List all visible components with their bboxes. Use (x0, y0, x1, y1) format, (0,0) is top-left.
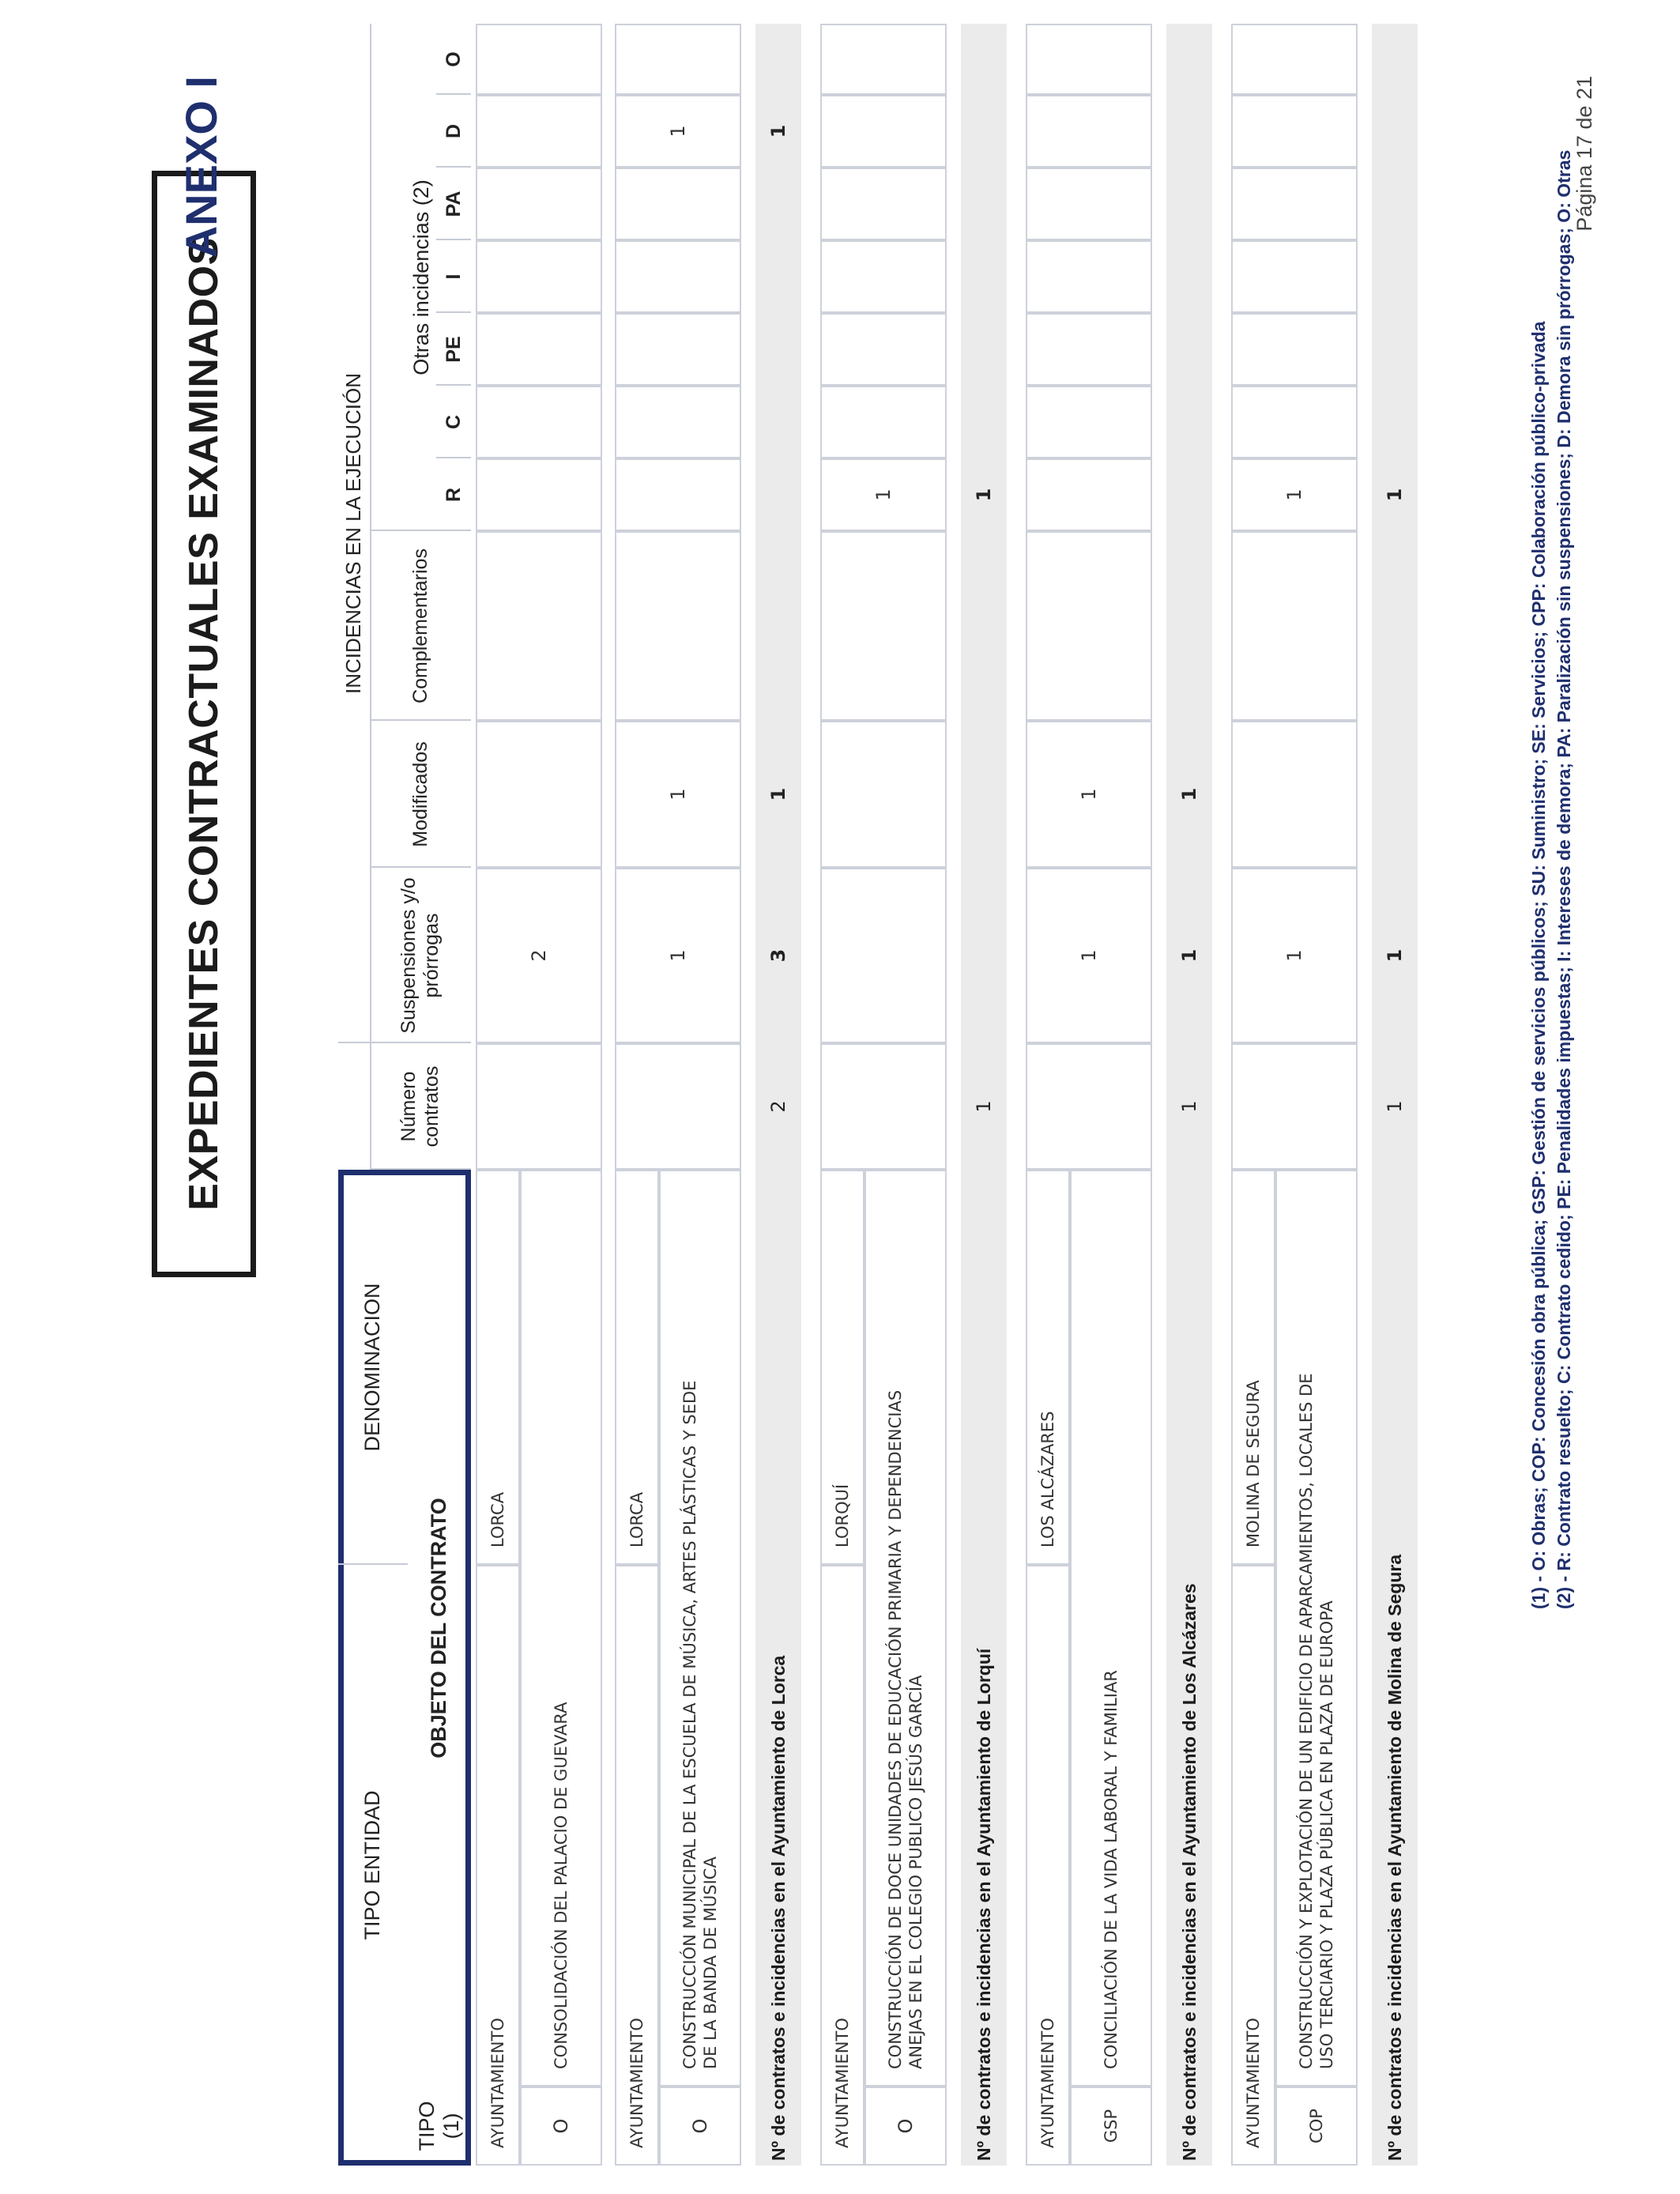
total-d: 1 (767, 124, 789, 138)
cell-tipo-entidad: AYUNTAMIENTO (820, 1565, 864, 2166)
cell-modificados: 1 (615, 721, 741, 868)
cell-pe (1026, 313, 1152, 386)
cell-tipo-entidad: AYUNTAMIENTO (1026, 1565, 1070, 2166)
total-i (1166, 240, 1212, 313)
total-pe (1372, 313, 1418, 386)
header-sub-c: C (442, 414, 465, 430)
header-divider (436, 457, 471, 458)
legend-incidents: (2) - R: Contrato resuelto; C: Contrato cedido; PE: Penalidades impuestas; I: Intereses de demora; PA: Paralización sin suspensiones; D: Demora sin prórrogas; O: Otras (1554, 149, 1574, 1609)
total-modificados (961, 721, 1007, 868)
cell-o (820, 24, 947, 95)
total-numero: 1 (973, 1100, 995, 1113)
cell-modificados (476, 721, 602, 868)
header-complementarios: Complementarios (409, 548, 431, 703)
cell-pa (615, 168, 741, 240)
cell-objeto: CONCILIACIÓN DE LA VIDA LABORAL Y FAMILIAR (1070, 1170, 1152, 2087)
cell-modificados (820, 721, 947, 868)
cell-numero (615, 1043, 741, 1170)
total-row (755, 24, 801, 2166)
cell-modificados (1231, 721, 1358, 868)
total-o (1372, 24, 1418, 95)
total-pe (961, 313, 1007, 386)
total-r (1166, 458, 1212, 531)
cell-pe (476, 313, 602, 386)
cell-i (820, 240, 947, 313)
annex-label: ANEXO I (176, 76, 226, 258)
cell-pe (1231, 313, 1358, 386)
total-i (755, 240, 801, 313)
cell-tipo: O (659, 2087, 741, 2166)
page-number: Página 17 de 21 (1573, 76, 1596, 232)
cell-numero (820, 1043, 947, 1170)
cell-d (476, 95, 602, 168)
total-o (961, 24, 1007, 95)
header-sub-pa: PA (442, 190, 465, 217)
cell-tipo: O (520, 2087, 602, 2166)
total-d (1372, 95, 1418, 168)
total-r: 1 (1384, 488, 1406, 502)
cell-objeto: CONSTRUCCIÓN DE DOCE UNIDADES DE EDUCACIÓN PRIMARIA Y DEPENDENCIAS ANEJAS EN EL COLEGIO PUBLICO JESÚS GARCÍA (864, 1170, 947, 2087)
cell-c (1231, 386, 1358, 458)
cell-c (820, 386, 947, 458)
cell-complementarios (615, 531, 741, 721)
header-sub-d: D (442, 123, 465, 139)
total-modificados (1372, 721, 1418, 868)
total-o (1166, 24, 1212, 95)
legend-contract-types: (1) - O: Obras; COP: Concesión obra pública; GSP: Gestión de servicios públicos; SU: Suministro; SE: Servicios; CPP: Colaboración público-privada (1528, 321, 1549, 1609)
total-c (1166, 386, 1212, 458)
total-numero: 1 (1384, 1100, 1406, 1113)
cell-tipo: GSP (1070, 2087, 1152, 2166)
table-row (1026, 24, 1152, 2166)
cell-suspensiones: 2 (476, 868, 602, 1043)
header-divider (338, 1042, 471, 1043)
total-modificados: 1 (1178, 787, 1200, 801)
header-tipo-entidad: TIPO ENTIDAD (360, 1790, 385, 1940)
cell-r: 1 (1231, 458, 1358, 531)
total-pa (961, 168, 1007, 240)
cell-r: 1 (820, 458, 947, 531)
cell-suspensiones (820, 868, 947, 1043)
cell-modificados: 1 (1026, 721, 1152, 868)
cell-denominacion: LOS ALCÁZARES (1026, 1170, 1070, 1565)
cell-suspensiones: 1 (1231, 868, 1358, 1043)
cell-pa (1231, 168, 1358, 240)
total-r: 1 (973, 488, 995, 502)
cell-numero (1231, 1043, 1358, 1170)
table-row (820, 24, 947, 2166)
cell-denominacion: LORQUÍ (820, 1170, 864, 1565)
total-complementarios (1372, 531, 1418, 721)
total-suspensiones: 3 (767, 948, 789, 963)
table-row (476, 24, 602, 2166)
total-modificados: 1 (767, 787, 789, 801)
cell-numero (1026, 1043, 1152, 1170)
total-numero: 1 (1178, 1100, 1200, 1113)
total-row (961, 24, 1007, 2166)
header-objeto: OBJETO DEL CONTRATO (427, 1498, 451, 1759)
cell-c (615, 386, 741, 458)
header-incidencias: INCIDENCIAS EN LA EJECUCIÓN (341, 373, 366, 694)
total-i (961, 240, 1007, 313)
header-sub-i: I (442, 273, 465, 280)
cell-o (1026, 24, 1152, 95)
total-c (961, 386, 1007, 458)
header-divider (370, 530, 471, 531)
header-otras: Otras incidencias (2) (409, 179, 434, 375)
cell-suspensiones: 1 (615, 868, 741, 1043)
cell-i (476, 240, 602, 313)
cell-tipo-entidad: AYUNTAMIENTO (476, 1565, 520, 2166)
cell-numero (476, 1043, 602, 1170)
header-divider (370, 24, 371, 1170)
cell-i (1026, 240, 1152, 313)
total-suspensiones: 1 (1384, 948, 1406, 963)
header-divider (436, 93, 471, 95)
cell-c (476, 386, 602, 458)
cell-d (1026, 95, 1152, 168)
total-c (755, 386, 801, 458)
cell-complementarios (1231, 531, 1358, 721)
total-r (755, 458, 801, 531)
total-label: Nº de contratos e incidencias en el Ayuntamiento de Los Alcázares (1178, 1583, 1200, 2161)
total-suspensiones (961, 868, 1007, 1043)
cell-complementarios (1026, 531, 1152, 721)
total-d (1166, 95, 1212, 168)
total-o (755, 24, 801, 95)
total-i (1372, 240, 1418, 313)
cell-objeto: CONSTRUCCIÓN MUNICIPAL DE LA ESCUELA DE MÚSICA, ARTES PLÁSTICAS Y SEDE DE LA BANDA DE MÚSICA (659, 1170, 741, 2087)
cell-pe (615, 313, 741, 386)
total-complementarios (961, 531, 1007, 721)
total-c (1372, 386, 1418, 458)
cell-pe (820, 313, 947, 386)
cell-i (615, 240, 741, 313)
total-pe (755, 313, 801, 386)
total-row (1166, 24, 1212, 2166)
cell-r (476, 458, 602, 531)
table-header (338, 24, 471, 2166)
cell-o (1231, 24, 1358, 95)
cell-objeto: CONSTRUCCIÓN Y EXPLOTACIÓN DE UN EDIFICIO DE APARCAMIENTOS, LOCALES DE USO TERCIARIO Y PLAZA PÚBLICA EN PLAZA DE EUROPA (1275, 1170, 1358, 2087)
table-row (1231, 24, 1358, 2166)
table-row (615, 24, 741, 2166)
header-tipo: TIPO (1) (414, 2101, 463, 2151)
cell-i (1231, 240, 1358, 313)
cell-denominacion: LORCA (476, 1170, 520, 1565)
cell-pa (1026, 168, 1152, 240)
header-sub-o: O (442, 51, 465, 67)
header-divider (436, 311, 471, 313)
cell-r (615, 458, 741, 531)
total-complementarios (1166, 531, 1212, 721)
cell-complementarios (476, 531, 602, 721)
cell-o (476, 24, 602, 95)
cell-suspensiones: 1 (1026, 868, 1152, 1043)
total-row (1372, 24, 1418, 2166)
total-label: Nº de contratos e incidencias en el Ayuntamiento de Lorca (767, 1655, 789, 2161)
header-sub-pe: PE (442, 336, 465, 363)
cell-c (1026, 386, 1152, 458)
cell-objeto: CONSOLIDACIÓN DEL PALACIO DE GUEVARA (520, 1170, 602, 2087)
header-divider (370, 1168, 471, 1170)
header-numero-contratos: Número contratos (397, 1065, 443, 1148)
header-divider (338, 1563, 408, 1565)
total-numero: 2 (767, 1100, 789, 1113)
cell-denominacion: LORCA (615, 1170, 659, 1565)
header-suspensiones: Suspensiones y/o prórrogas (397, 877, 443, 1034)
total-complementarios (755, 531, 801, 721)
cell-tipo: O (864, 2087, 947, 2166)
cell-tipo-entidad: AYUNTAMIENTO (1231, 1565, 1275, 2166)
cell-tipo: COP (1275, 2087, 1358, 2166)
total-suspensiones: 1 (1178, 948, 1200, 963)
header-divider (370, 866, 471, 868)
cell-pa (820, 168, 947, 240)
header-divider (370, 719, 471, 721)
cell-o (615, 24, 741, 95)
cell-complementarios (820, 531, 947, 721)
cell-denominacion: MOLINA DE SEGURA (1231, 1170, 1275, 1565)
header-modificados: Modificados (409, 741, 431, 847)
total-pa (1372, 168, 1418, 240)
page-title: EXPEDIENTES CONTRACTUALES EXAMINADOS (152, 171, 256, 1277)
cell-r (1026, 458, 1152, 531)
cell-d (1231, 95, 1358, 168)
cell-pa (476, 168, 602, 240)
total-label: Nº de contratos e incidencias en el Ayuntamiento de Lorquí (973, 1648, 994, 2161)
header-divider (436, 239, 471, 240)
total-label: Nº de contratos e incidencias en el Ayuntamiento de Molina de Segura (1384, 1554, 1405, 2161)
cell-tipo-entidad: AYUNTAMIENTO (615, 1565, 659, 2166)
total-pe (1166, 313, 1212, 386)
header-denominacion: DENOMINACION (360, 1283, 385, 1452)
total-pa (1166, 168, 1212, 240)
total-d (961, 95, 1007, 168)
header-divider (436, 384, 471, 386)
header-sub-r: R (442, 487, 465, 503)
total-pa (755, 168, 801, 240)
cell-d (820, 95, 947, 168)
cell-d: 1 (615, 95, 741, 168)
header-divider (436, 166, 471, 168)
